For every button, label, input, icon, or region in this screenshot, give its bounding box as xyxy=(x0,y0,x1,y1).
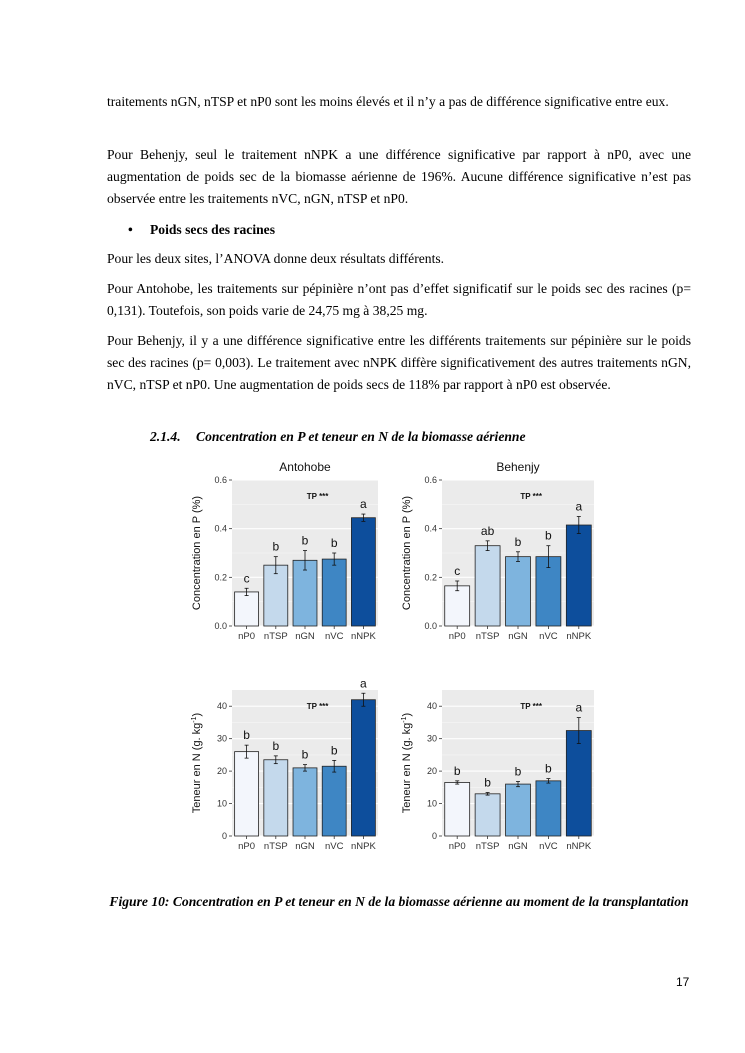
significance-letter: a xyxy=(575,700,583,715)
bar xyxy=(351,700,375,836)
y-tick-label: 0.6 xyxy=(424,475,437,485)
bar xyxy=(536,781,561,836)
figure-caption: Figure 10: Concentration en P et teneur en N de la biomasse aérienne au moment de la transplantation xyxy=(109,894,689,909)
y-tick-label: 0.6 xyxy=(214,475,227,485)
bar xyxy=(351,518,375,626)
paragraph-2: Pour Behenjy, seul le traitement nNPK a une différence significative par rapport à nP0, avec une augmentation de poids sec de la biomasse aérienne de 196%. Aucune différence significative n’est pas observée entre les traitements nVC, nGN, nTSP et nP0. xyxy=(107,147,691,206)
bullet-text: Poids secs des racines xyxy=(150,222,275,237)
significance-letter: b xyxy=(453,763,461,778)
y-axis-label: Concentration en P (%) xyxy=(401,495,413,611)
bar xyxy=(322,766,346,836)
significance-letter: ab xyxy=(480,523,495,538)
y-tick-label: 0.4 xyxy=(214,523,227,534)
significance-letter: b xyxy=(545,528,552,543)
paragraph-4: Pour Antohobe, les traitements sur pépinière n’ont pas d’effet significatif sur le poids sec des racines (p= 0,131). Toutefois, son poids varie de 24,75 mg à 38,25 mg. xyxy=(107,281,691,318)
y-tick-label: 40 xyxy=(216,701,227,712)
y-tick-label: 0 xyxy=(431,831,437,841)
section-heading xyxy=(150,429,526,445)
paragraph-1: traitements nGN, nTSP et nP0 sont les moins élevés et il n’y a pas de différence significative entre eux. xyxy=(107,94,669,109)
bar xyxy=(322,559,346,626)
x-tick-label: nGN xyxy=(508,841,528,852)
chart-title: Antohobe xyxy=(279,460,331,474)
bar xyxy=(445,586,470,626)
bar xyxy=(566,731,591,836)
superscript: -1 xyxy=(191,716,198,723)
x-tick-label: nVC xyxy=(539,631,558,642)
significance-letter: c xyxy=(243,571,250,586)
significance-letter: b xyxy=(272,738,280,753)
chart-n-antohobe xyxy=(182,676,382,858)
y-tick-label: 0.0 xyxy=(424,621,437,631)
y-tick-label: 0.2 xyxy=(214,572,227,583)
paragraph-3: Pour les deux sites, l’ANOVA donne deux résultats différents. xyxy=(107,251,445,266)
y-tick-label: 0 xyxy=(221,831,227,841)
chart-p-antohobe xyxy=(182,457,382,652)
x-tick-label: nGN xyxy=(295,841,315,852)
y-tick-label: 0.4 xyxy=(424,523,437,534)
bar xyxy=(506,784,531,836)
bar xyxy=(566,525,591,626)
y-tick-label: 20 xyxy=(216,766,227,777)
y-axis-label: Teneur en N (g. $kg^{-1}$) xyxy=(191,712,203,814)
test-annotation: TP *** xyxy=(306,492,329,501)
paragraph-5: Pour Behenjy, il y a une différence significative entre les différents traitements sur pépinière sur le poids sec des racines (p= 0,003). Le traitement avec nNPK diffère significativement des autres traitements nGN, nVC, nTSP et nP0. Une augmentation de poids secs de 118% par rapport à nP0 est observée. xyxy=(107,333,691,392)
significance-letter: c xyxy=(454,563,461,578)
chart-n-behenjy xyxy=(392,683,597,858)
x-tick-label: nGN xyxy=(295,631,315,642)
chart-title: Behenjy xyxy=(496,460,540,474)
x-tick-label: nTSP xyxy=(263,631,288,642)
bullet-heading xyxy=(128,219,275,241)
section-title: Concentration en P et teneur en N de la biomasse aérienne xyxy=(196,429,526,444)
x-tick-label: nNPK xyxy=(566,841,592,852)
x-tick-label: nGN xyxy=(508,631,528,642)
bar xyxy=(264,565,288,626)
x-tick-label: nNPK xyxy=(566,631,592,642)
significance-letter: b xyxy=(301,533,309,548)
bar xyxy=(235,752,259,836)
significance-letter: b xyxy=(514,764,522,779)
bar xyxy=(445,782,470,836)
significance-letter: b xyxy=(301,747,309,762)
x-tick-label: nTSP xyxy=(475,841,500,852)
x-tick-label: nNPK xyxy=(350,631,376,642)
test-annotation: TP *** xyxy=(306,702,329,711)
x-tick-label: nP0 xyxy=(238,841,256,852)
label-rest: ) xyxy=(401,712,413,717)
significance-letter: b xyxy=(330,743,338,758)
bar xyxy=(293,768,317,836)
x-tick-label: nTSP xyxy=(475,631,500,642)
significance-letter: b xyxy=(514,534,522,549)
bullet-dot: • xyxy=(128,222,133,237)
significance-letter: b xyxy=(484,775,491,790)
y-axis-label: Teneur en N (g. $kg^{-1}$) xyxy=(401,712,413,814)
significance-letter: a xyxy=(360,676,367,691)
x-tick-label: nP0 xyxy=(448,841,466,852)
x-tick-label: nVC xyxy=(324,631,344,642)
y-tick-label: 0.2 xyxy=(424,572,437,583)
y-tick-label: 40 xyxy=(426,701,437,712)
significance-letter: a xyxy=(575,499,583,514)
chart-p-behenjy xyxy=(392,457,597,652)
x-tick-label: nTSP xyxy=(263,841,288,852)
x-tick-label: nP0 xyxy=(238,631,256,642)
y-tick-label: 20 xyxy=(426,766,437,777)
y-axis-label: Concentration en P (%) xyxy=(191,495,203,611)
significance-letter: b xyxy=(243,728,250,743)
bar xyxy=(235,592,259,626)
page-number: 17 xyxy=(676,975,690,989)
significance-letter: a xyxy=(360,497,367,512)
significance-letter: b xyxy=(330,536,338,550)
label-rest: ) xyxy=(191,712,203,717)
y-tick-label: 10 xyxy=(216,798,227,809)
x-tick-label: nNPK xyxy=(350,841,376,852)
superscript: -1 xyxy=(401,716,408,723)
x-tick-label: nP0 xyxy=(448,631,466,642)
section-number: 2.1.4. xyxy=(150,429,181,444)
bar xyxy=(506,557,531,626)
x-tick-label: nVC xyxy=(539,841,558,852)
significance-letter: b xyxy=(545,761,552,776)
bar xyxy=(264,760,288,836)
bar xyxy=(475,546,500,626)
bar xyxy=(475,794,500,836)
y-tick-label: 0.0 xyxy=(214,621,227,631)
y-tick-label: 30 xyxy=(216,733,227,744)
test-annotation: TP *** xyxy=(520,492,543,501)
significance-letter: b xyxy=(272,539,280,554)
y-tick-label: 30 xyxy=(426,733,437,744)
y-tick-label: 10 xyxy=(426,798,437,809)
test-annotation: TP *** xyxy=(520,702,543,711)
x-tick-label: nVC xyxy=(324,841,344,852)
